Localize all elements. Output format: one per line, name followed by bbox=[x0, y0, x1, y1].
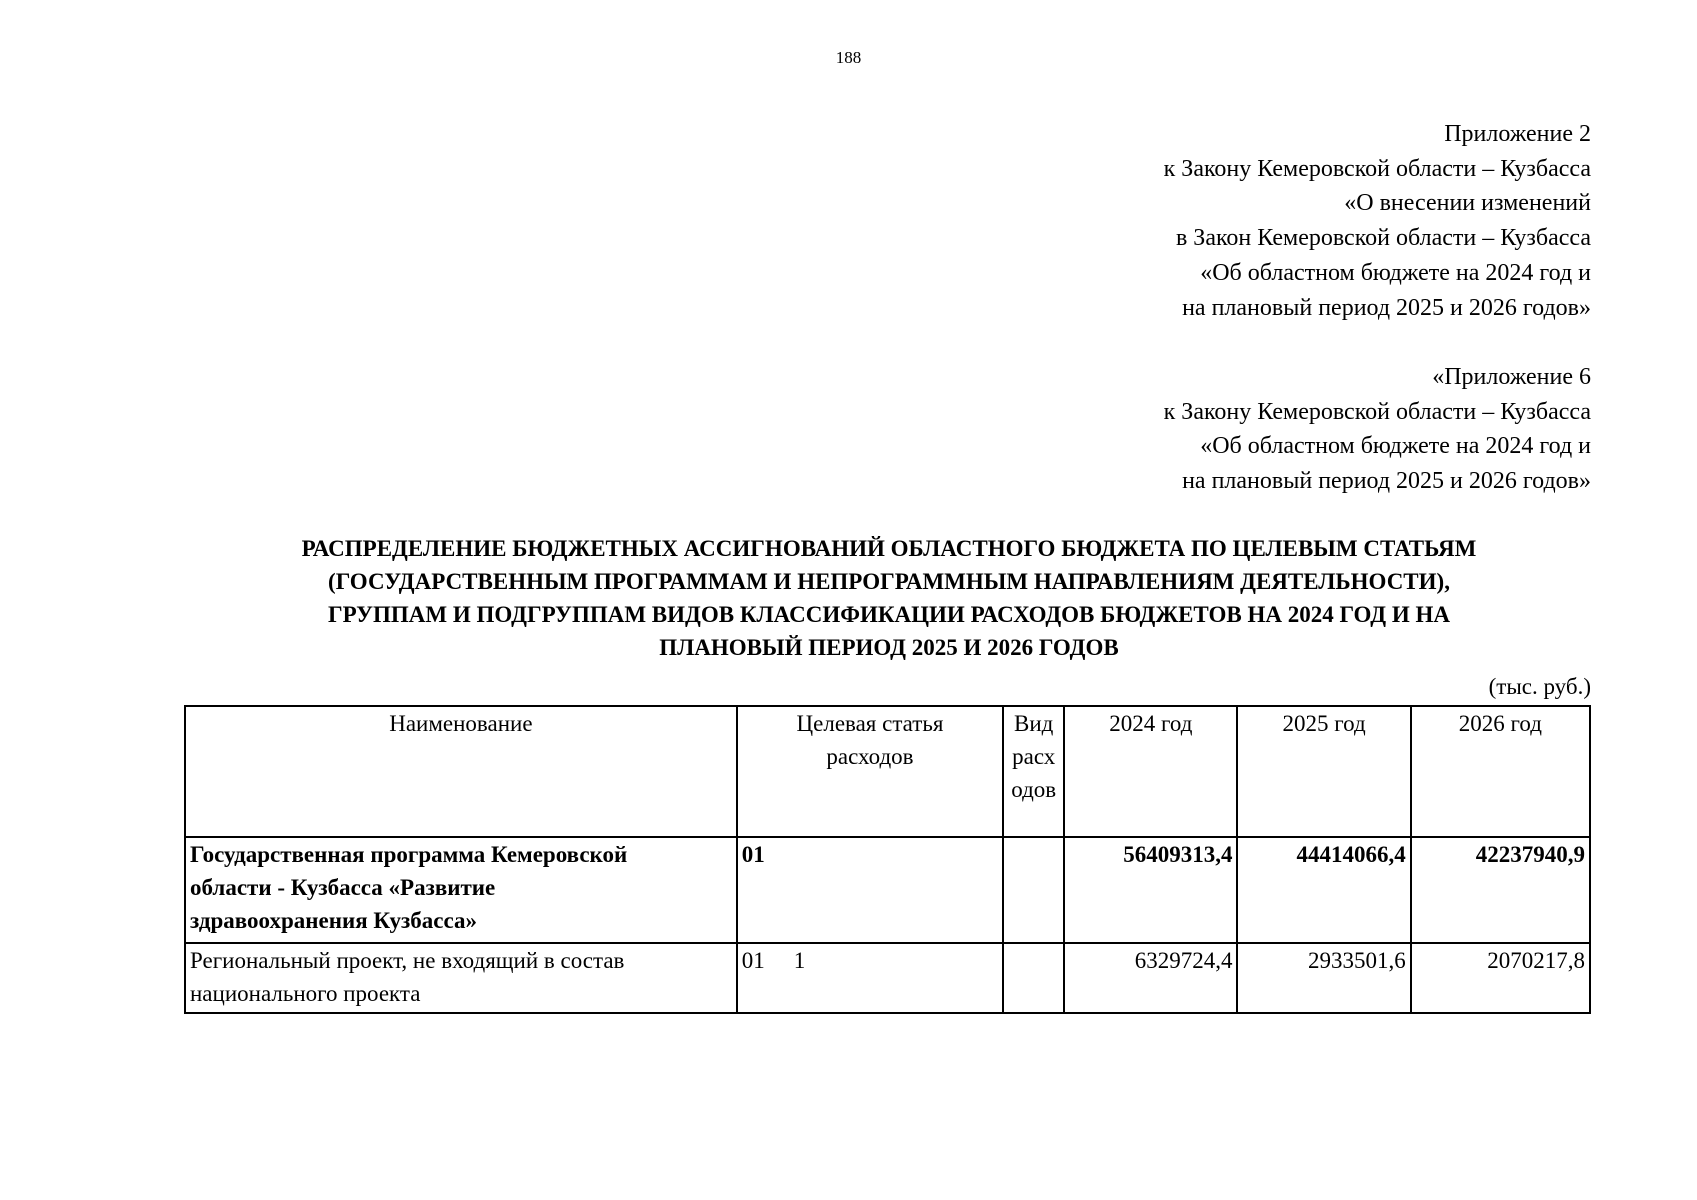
table-header-row bbox=[185, 706, 1590, 837]
annex-original-line: к Закону Кемеровской области – Кузбасса bbox=[1163, 398, 1591, 425]
table-row bbox=[185, 943, 1590, 1013]
row-target-article: 01 bbox=[737, 837, 1003, 943]
title-line: ГРУППАМ И ПОДГРУППАМ ВИДОВ КЛАССИФИКАЦИИ РАСХОДОВ БЮДЖЕТОВ НА 2024 ГОД И НА bbox=[328, 602, 1450, 627]
row-name: Государственная программа Кемеровской области - Кузбасса «Развитие здравоохранения Кузбасса» bbox=[185, 837, 737, 943]
document-title bbox=[186, 532, 1592, 664]
annex-header-line: «О внесении изменений bbox=[1344, 190, 1591, 217]
header-2025: 2025 год bbox=[1237, 706, 1410, 837]
header-expense-type: Вид расх одов bbox=[1003, 706, 1064, 837]
annex-header-line: на плановый период 2025 и 2026 годов» bbox=[1182, 294, 1591, 321]
title-line: (ГОСУДАРСТВЕННЫМ ПРОГРАММАМ И НЕПРОГРАММНЫМ НАПРАВЛЕНИЯМ ДЕЯТЕЛЬНОСТИ), bbox=[328, 569, 1450, 594]
header-name: Наименование bbox=[185, 706, 737, 837]
annex-header-line: в Закон Кемеровской области – Кузбасса bbox=[1175, 225, 1591, 252]
row-value-2026: 2070217,8 bbox=[1411, 943, 1590, 1013]
title-line: РАСПРЕДЕЛЕНИЕ БЮДЖЕТНЫХ АССИГНОВАНИЙ ОБЛАСТНОГО БЮДЖЕТА ПО ЦЕЛЕВЫМ СТАТЬЯМ bbox=[301, 536, 1477, 561]
budget-table bbox=[184, 705, 1591, 1014]
annex-original-line: «Приложение 6 bbox=[1432, 364, 1591, 390]
row-value-2025: 44414066,4 bbox=[1237, 837, 1410, 943]
header-2026: 2026 год bbox=[1411, 706, 1590, 837]
annex-original-line: «Об областном бюджете на 2024 год и bbox=[1200, 433, 1591, 460]
row-expense-type bbox=[1003, 837, 1064, 943]
row-value-2025: 2933501,6 bbox=[1237, 943, 1410, 1013]
row-value-2024: 6329724,4 bbox=[1064, 943, 1237, 1013]
row-target-article: 01 1 bbox=[737, 943, 1003, 1013]
header-2024: 2024 год bbox=[1064, 706, 1237, 837]
row-value-2024: 56409313,4 bbox=[1064, 837, 1237, 943]
table-row bbox=[185, 837, 1590, 943]
page-number: 188 bbox=[835, 48, 862, 67]
row-value-2026: 42237940,9 bbox=[1411, 837, 1590, 943]
title-line: ПЛАНОВЫЙ ПЕРИОД 2025 И 2026 ГОДОВ bbox=[659, 635, 1119, 660]
annex-header-line: «Об областном бюджете на 2024 год и bbox=[1200, 259, 1591, 286]
header-target-article: Целевая статья расходов bbox=[737, 706, 1003, 837]
annex-header bbox=[1164, 117, 1591, 325]
annex-header-line: к Закону Кемеровской области – Кузбасса bbox=[1163, 155, 1591, 182]
row-name: Региональный проект, не входящий в состав национального проекта bbox=[185, 943, 737, 1013]
annex-original bbox=[1164, 360, 1591, 499]
units-label: (тыс. руб.) bbox=[1488, 674, 1591, 699]
annex-original-line: на плановый период 2025 и 2026 годов» bbox=[1182, 468, 1591, 495]
annex-header-line: Приложение 2 bbox=[1444, 121, 1591, 147]
row-expense-type bbox=[1003, 943, 1064, 1013]
